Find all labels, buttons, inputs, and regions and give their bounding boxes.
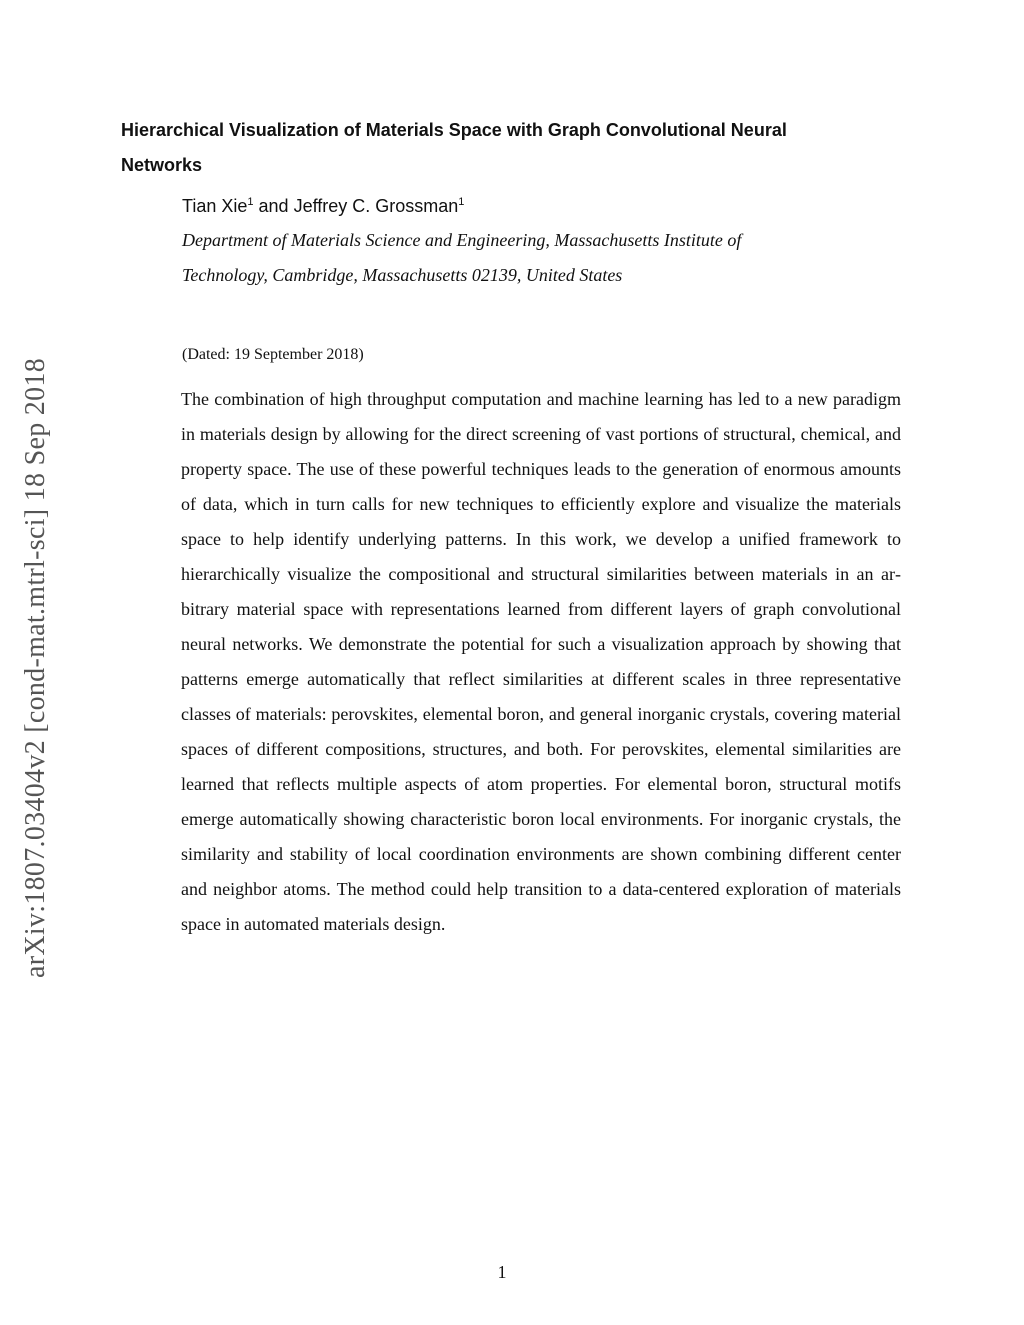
author-list: [182, 192, 464, 220]
page-number: 1: [497, 1262, 507, 1282]
affiliation-mark: 1: [458, 196, 465, 208]
paper-title: Hierarchical Visualization of Materials Space with Graph Convolutional Neural Networks: [121, 120, 787, 175]
abstract-text: The combination of high throughput computation and machine learning has led to a new paradigm in materials design by allowing for the direct screening of vast portions of structural, chemical, and property space. The use of these powerful techniques leads to the generation of enormous amounts of data, which in turn calls for new techniques to efficiently explore and visualize the materials space to help identify underlying patterns. In this work, we develop a unified framework to hierarchically visualize the compositional and structural similarities between materials in an arbitrary material space with representations learned from different layers of graph convolutional neural networks. We demonstrate the potential for such a visualization approach by showing that patterns emerge automatically that reflect similarities at different scales in three representative classes of materials: perovskites, elemental boron, and general inorganic crystals, covering material spaces of different compositions, structures, and both. For perovskites, elemental similarities are learned that reflects multiple aspects of atom properties. For elemental boron, structural motifs emerge automatically showing characteristic boron local environments. For inorganic crystals, the similarity and stability of local coordination environments are shown combining different center and neighbor atoms. The method could help transition to a data-centered exploration of materials space in automated materials design.: [181, 389, 901, 934]
author-name: Jeffrey C. Grossman: [293, 196, 459, 216]
author-name: Tian Xie: [182, 196, 248, 216]
author-conjunction: and: [258, 196, 289, 216]
date-line: (Dated: 19 September 2018): [182, 346, 364, 363]
author-affiliation: Department of Materials Science and Engineering, Massachusetts Institute of Technology, Cambridge, Massachusetts 02139, United States: [182, 230, 742, 285]
arxiv-identifier-stamp: arXiv:1807.03404v2 [cond-mat.mtrl-sci] 18 Sep 2018: [20, 358, 51, 979]
affiliation-mark: 1: [247, 196, 254, 208]
